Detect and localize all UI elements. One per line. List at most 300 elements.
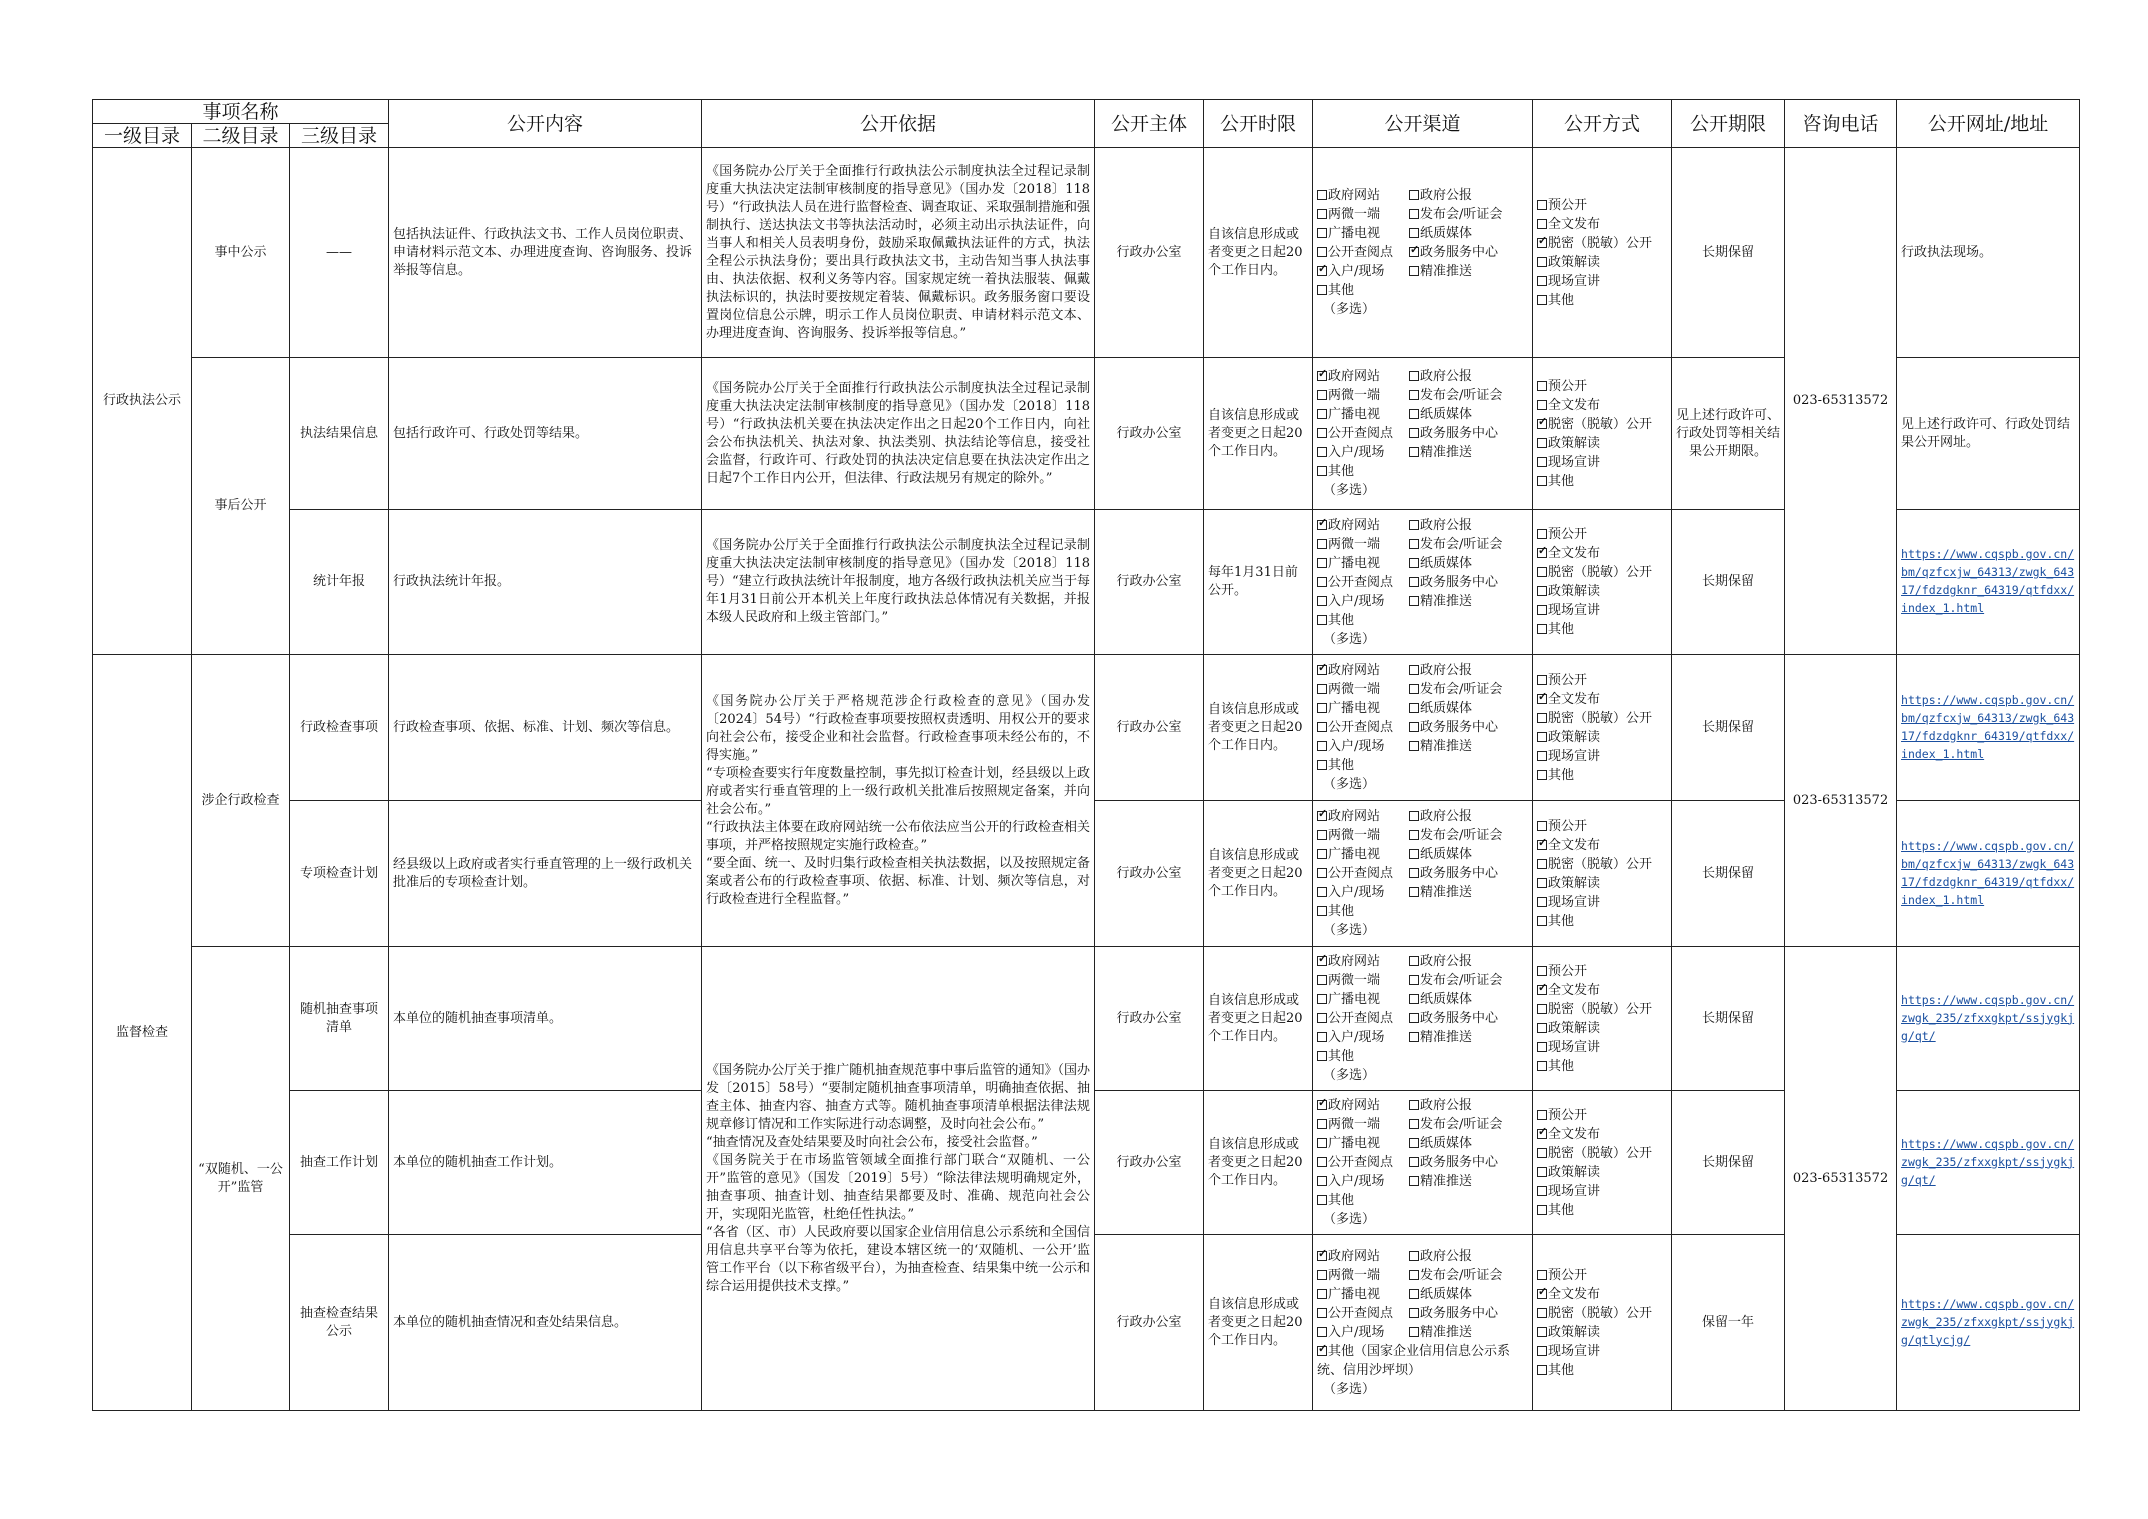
unchecked-box-icon[interactable] <box>1317 1119 1327 1129</box>
phone-header: 咨询电话 <box>1785 100 1897 148</box>
option-label: 政务服务中心 <box>1420 720 1499 735</box>
option-press <box>1409 386 1528 405</box>
option-label: 其他 <box>1328 904 1355 919</box>
option-tv <box>1317 990 1409 1009</box>
unchecked-box-icon[interactable] <box>1537 567 1547 577</box>
option-two-micro <box>1317 971 1409 990</box>
url-cell <box>1897 1091 2080 1235</box>
unchecked-box-icon[interactable] <box>1317 703 1327 713</box>
option-mode-pre <box>1537 1266 1667 1285</box>
unchecked-box-icon[interactable] <box>1317 1138 1327 1148</box>
option-label: 两微一端 <box>1328 682 1381 697</box>
unchecked-box-icon[interactable] <box>1409 722 1419 732</box>
channel-options <box>1317 952 1528 1085</box>
level3-cell: 专项检查计划 <box>290 801 389 947</box>
option-home <box>1317 262 1409 281</box>
table-row <box>93 148 2080 358</box>
level2-cell: 涉企行政检查 <box>192 655 290 947</box>
unchecked-box-icon[interactable] <box>1537 219 1547 229</box>
option-label: 现场宣讲 <box>1548 454 1601 470</box>
option-other <box>1317 1342 1528 1380</box>
checked-box-icon[interactable] <box>1317 811 1327 821</box>
url-link[interactable]: https://www.cqspb.gov.cn/bm/qzfcxjw_64313/zwgk_64317/fdzdgknr_64319/qtfdxx/index_1.html <box>1901 547 2075 615</box>
unchecked-box-icon[interactable] <box>1409 1308 1419 1318</box>
period-cell: 长期保留 <box>1672 655 1785 801</box>
option-label: 脱密（脱敏）公开 <box>1548 235 1653 251</box>
unchecked-box-icon[interactable] <box>1317 1195 1327 1205</box>
option-press <box>1409 205 1528 224</box>
option-label: 现场宣讲 <box>1548 273 1601 289</box>
unchecked-box-icon[interactable] <box>1409 1138 1419 1148</box>
unchecked-box-icon[interactable] <box>1409 577 1419 587</box>
option-reading <box>1317 1009 1409 1028</box>
option-mode-pre <box>1537 1106 1667 1125</box>
url-link[interactable]: https://www.cqspb.gov.cn/zwgk_235/zfxxgkpt/ssjygkjg/qt/ <box>1901 1136 2075 1187</box>
option-reading <box>1317 573 1409 592</box>
period-header: 公开期限 <box>1672 100 1785 148</box>
unchecked-box-icon[interactable] <box>1409 665 1419 675</box>
unchecked-box-icon[interactable] <box>1537 1148 1547 1158</box>
option-mode-onsite <box>1537 601 1667 620</box>
option-mode-pre <box>1537 377 1667 396</box>
unchecked-box-icon[interactable] <box>1409 266 1419 276</box>
option-gov-bulletin <box>1409 1096 1528 1115</box>
checked-box-icon[interactable] <box>1317 1346 1327 1356</box>
checked-box-icon[interactable] <box>1317 520 1327 530</box>
unchecked-box-icon[interactable] <box>1409 1270 1419 1280</box>
unchecked-box-icon[interactable] <box>1409 703 1419 713</box>
option-reading <box>1317 424 1409 443</box>
option-push <box>1409 1028 1528 1047</box>
checked-box-icon[interactable] <box>1537 419 1547 429</box>
unchecked-box-icon[interactable] <box>1317 1270 1327 1280</box>
checked-box-icon[interactable] <box>1317 266 1327 276</box>
content-cell: 行政检查事项、依据、标准、计划、频次等信息。 <box>389 655 702 801</box>
multi-select-note: （多选） <box>1323 302 1376 317</box>
option-label: 政府公报 <box>1420 954 1473 969</box>
content-cell: 本单位的随机抽查情况和查处结果信息。 <box>389 1235 702 1411</box>
option-label: 精准推送 <box>1420 1174 1473 1189</box>
option-tv <box>1317 554 1409 573</box>
option-mode-full <box>1537 690 1667 709</box>
checked-box-icon[interactable] <box>1537 694 1547 704</box>
unchecked-box-icon[interactable] <box>1537 878 1547 888</box>
option-label: 其他（国家企业信用信息公示系统、信用沙坪坝） <box>1317 1343 1511 1378</box>
mode-options <box>1537 377 1667 491</box>
period-cell: 长期保留 <box>1672 801 1785 947</box>
unchecked-box-icon[interactable] <box>1537 200 1547 210</box>
unchecked-box-icon[interactable] <box>1537 859 1547 869</box>
option-label: 现场宣讲 <box>1548 603 1601 618</box>
option-service <box>1409 573 1528 592</box>
url-cell: 见上述行政许可、行政处罚结果公开网址。 <box>1897 358 2080 510</box>
unchecked-box-icon[interactable] <box>1537 400 1547 410</box>
option-tv <box>1317 845 1409 864</box>
channel-options <box>1317 1247 1528 1399</box>
unchecked-box-icon[interactable] <box>1537 916 1547 926</box>
option-label: 政府公报 <box>1420 809 1473 824</box>
unchecked-box-icon[interactable] <box>1317 228 1327 238</box>
checked-box-icon[interactable] <box>1317 665 1327 675</box>
unchecked-box-icon[interactable] <box>1537 1004 1547 1014</box>
level1-header: 一级目录 <box>93 124 192 148</box>
time-limit-cell: 自该信息形成或者变更之日起20个工作日内。 <box>1204 1091 1313 1235</box>
unchecked-box-icon[interactable] <box>1317 684 1327 694</box>
option-label: 广播电视 <box>1328 555 1381 571</box>
period-cell: 保留一年 <box>1672 1235 1785 1411</box>
unchecked-box-icon[interactable] <box>1317 1157 1327 1167</box>
unchecked-box-icon[interactable] <box>1317 409 1327 419</box>
unchecked-box-icon[interactable] <box>1537 1023 1547 1033</box>
unchecked-box-icon[interactable] <box>1537 295 1547 305</box>
unchecked-box-icon[interactable] <box>1317 190 1327 200</box>
checked-box-icon[interactable] <box>1537 985 1547 995</box>
unchecked-box-icon[interactable] <box>1409 1100 1419 1110</box>
unchecked-box-icon[interactable] <box>1317 1032 1327 1042</box>
unchecked-box-icon[interactable] <box>1317 868 1327 878</box>
option-label: 预公开 <box>1548 527 1588 542</box>
option-gov-bulletin <box>1409 186 1528 205</box>
option-label: 现场宣讲 <box>1548 894 1601 910</box>
channel-cell <box>1313 148 1533 358</box>
unchecked-box-icon[interactable] <box>1317 741 1327 751</box>
unchecked-box-icon[interactable] <box>1409 1251 1419 1261</box>
unchecked-box-icon[interactable] <box>1317 1308 1327 1318</box>
option-label: 广播电视 <box>1328 407 1381 422</box>
checked-box-icon[interactable] <box>1537 1289 1547 1299</box>
checked-box-icon[interactable] <box>1537 1129 1547 1139</box>
basis-cell: 《国务院办公厅关于严格规范涉企行政检查的意见》（国办发〔2024〕54号）“行政检查事项要按照权责透明、用权公开的要求向社会公布，接受企业和社会监督。行政检查事项未经公布的，不得实施。” “专项检查要实行年度数量控制，事先拟订检查计划，经县级以上政府或者实行垂直管理的上一级行政机关批准后按照规定备案，并向社会公布。” “行政执法主体要在政府网站统一公布依法应当公开的行政检查相关事项，并严格按照规定实施行政检查。” “要全面、统一、及时归集行政检查相关执法数据，以及按照规定备案或者公布的行政检查事项、依据、标准、计划、频次等信息，对行政检查进行全程监督。” <box>702 655 1095 947</box>
unchecked-box-icon[interactable] <box>1537 1308 1547 1318</box>
unchecked-box-icon[interactable] <box>1409 849 1419 859</box>
option-mode-desens <box>1537 415 1667 434</box>
option-mode-onsite <box>1537 1038 1667 1057</box>
unchecked-box-icon[interactable] <box>1409 1032 1419 1042</box>
unchecked-box-icon[interactable] <box>1317 1013 1327 1023</box>
basis-cell: 《国务院办公厅关于全面推行行政执法公示制度执法全过程记录制度重大执法决定法制审核制度的指导意见》（国办发〔2018〕118号）“行政执法机关要在执法决定作出之日起20个工作日内，向社会公布执法机关、执法对象、执法类别、执法结论等信息，接受社会监督，行政许可、行政处罚的执法决定信息要在执法决定作出之日起7个工作日内公开，但法律、行政法规另有规定的除外。” <box>702 358 1095 510</box>
unchecked-box-icon[interactable] <box>1537 732 1547 742</box>
unchecked-box-icon[interactable] <box>1317 1289 1327 1299</box>
option-label: 纸质媒体 <box>1420 701 1473 716</box>
unchecked-box-icon[interactable] <box>1537 1205 1547 1215</box>
unchecked-box-icon[interactable] <box>1537 770 1547 780</box>
option-label: 入户/现场 <box>1328 739 1385 754</box>
option-mode-desens <box>1537 563 1667 582</box>
option-label: 政策解读 <box>1548 729 1601 745</box>
option-label: 政府公报 <box>1420 188 1473 203</box>
unchecked-box-icon[interactable] <box>1409 684 1419 694</box>
unchecked-box-icon[interactable] <box>1409 1327 1419 1337</box>
time-limit-cell: 自该信息形成或者变更之日起20个工作日内。 <box>1204 358 1313 510</box>
unchecked-box-icon[interactable] <box>1317 975 1327 985</box>
option-mode-onsite <box>1537 893 1667 912</box>
option-label: 政府公报 <box>1420 1098 1473 1113</box>
unchecked-box-icon[interactable] <box>1409 428 1419 438</box>
option-label: 其他 <box>1328 1193 1355 1208</box>
option-label: 两微一端 <box>1328 1117 1381 1132</box>
period-cell: 长期保留 <box>1672 148 1785 358</box>
url-link[interactable]: https://www.cqspb.gov.cn/zwgk_235/zfxxgkpt/ssjygkjg/qt/ <box>1901 992 2075 1043</box>
option-tv <box>1317 224 1409 243</box>
option-label: 政务服务中心 <box>1420 245 1499 260</box>
option-label: 公开查阅点 <box>1328 720 1394 735</box>
option-label: 政府公报 <box>1420 1248 1473 1264</box>
unchecked-box-icon[interactable] <box>1537 751 1547 761</box>
option-press <box>1409 826 1528 845</box>
unchecked-box-icon[interactable] <box>1317 906 1327 916</box>
unchecked-box-icon[interactable] <box>1409 830 1419 840</box>
option-label: 精准推送 <box>1420 885 1473 900</box>
unchecked-box-icon[interactable] <box>1409 1013 1419 1023</box>
option-mode-pre <box>1537 962 1667 981</box>
unchecked-box-icon[interactable] <box>1537 1270 1547 1280</box>
option-gov-bulletin <box>1409 952 1528 971</box>
mode-cell <box>1533 801 1672 947</box>
unchecked-box-icon[interactable] <box>1409 868 1419 878</box>
channel-cell <box>1313 947 1533 1091</box>
option-other <box>1317 462 1528 481</box>
unchecked-box-icon[interactable] <box>1317 539 1327 549</box>
option-mode-full <box>1537 215 1667 234</box>
unchecked-box-icon[interactable] <box>1537 1110 1547 1120</box>
option-label: 政府网站 <box>1328 369 1381 384</box>
checked-box-icon[interactable] <box>1537 548 1547 558</box>
option-mode-interp <box>1537 1163 1667 1182</box>
unchecked-box-icon[interactable] <box>1409 741 1419 751</box>
option-reading <box>1317 243 1409 262</box>
option-label: 公开查阅点 <box>1328 1305 1394 1321</box>
unchecked-box-icon[interactable] <box>1537 897 1547 907</box>
url-cell <box>1897 655 2080 801</box>
mode-cell <box>1533 947 1672 1091</box>
channel-options <box>1317 186 1528 319</box>
unchecked-box-icon[interactable] <box>1317 615 1327 625</box>
mode-options <box>1537 1266 1667 1380</box>
unchecked-box-icon[interactable] <box>1537 276 1547 286</box>
url-link[interactable]: https://www.cqspb.gov.cn/zwgk_235/zfxxgkpt/ssjygkjg/qtlycjg/ <box>1901 1296 2075 1347</box>
unchecked-box-icon[interactable] <box>1409 1119 1419 1129</box>
basis-cell: 《国务院办公厅关于全面推行行政执法公示制度执法全过程记录制度重大执法决定法制审核制度的指导意见》（国办发〔2018〕118号）“建立行政执法统计年报制度，地方各级行政执法机关应当于每年1月31日前公开本机关上年度行政执法总体情况有关数据，并报本级人民政府和上级主管部门。” <box>702 510 1095 655</box>
unchecked-box-icon[interactable] <box>1317 447 1327 457</box>
unchecked-box-icon[interactable] <box>1317 285 1327 295</box>
unchecked-box-icon[interactable] <box>1409 209 1419 219</box>
option-label: 现场宣讲 <box>1548 748 1601 764</box>
option-mode-other <box>1537 291 1667 310</box>
unchecked-box-icon[interactable] <box>1537 1061 1547 1071</box>
unchecked-box-icon[interactable] <box>1409 596 1419 606</box>
url-cell: 行政执法现场。 <box>1897 148 2080 358</box>
unchecked-box-icon[interactable] <box>1409 975 1419 985</box>
unchecked-box-icon[interactable] <box>1537 1042 1547 1052</box>
disclosure-table <box>92 99 2080 1411</box>
unchecked-box-icon[interactable] <box>1317 994 1327 1004</box>
checked-box-icon[interactable] <box>1537 238 1547 248</box>
option-paper <box>1409 1134 1528 1153</box>
option-label: 预公开 <box>1548 197 1588 213</box>
channel-cell <box>1313 1091 1533 1235</box>
option-gov-bulletin <box>1409 661 1528 680</box>
option-label: 精准推送 <box>1420 1030 1473 1045</box>
channel-options <box>1317 807 1528 940</box>
option-label: 全文发布 <box>1548 397 1601 413</box>
url-link[interactable]: https://www.cqspb.gov.cn/bm/qzfcxjw_64313/zwgk_64317/fdzdgknr_64319/qtfdxx/index_1.html <box>1901 692 2075 761</box>
option-two-micro <box>1317 535 1409 554</box>
mode-cell <box>1533 1235 1672 1411</box>
unchecked-box-icon[interactable] <box>1537 257 1547 267</box>
option-service <box>1409 1304 1528 1323</box>
unchecked-box-icon[interactable] <box>1317 558 1327 568</box>
option-mode-interp <box>1537 1323 1667 1342</box>
unchecked-box-icon[interactable] <box>1537 1365 1547 1375</box>
checked-box-icon[interactable] <box>1409 247 1419 257</box>
option-label: 纸质媒体 <box>1420 847 1473 862</box>
unchecked-box-icon[interactable] <box>1409 228 1419 238</box>
option-label: 两微一端 <box>1328 1267 1381 1283</box>
unchecked-box-icon[interactable] <box>1537 1167 1547 1177</box>
level2-cell: “双随机、一公开”监管 <box>192 947 290 1411</box>
subject-cell: 行政办公室 <box>1095 148 1204 358</box>
unchecked-box-icon[interactable] <box>1537 821 1547 831</box>
option-label: 纸质媒体 <box>1420 226 1473 241</box>
mode-options <box>1537 525 1667 639</box>
unchecked-box-icon[interactable] <box>1409 390 1419 400</box>
unchecked-box-icon[interactable] <box>1409 190 1419 200</box>
period-cell: 长期保留 <box>1672 947 1785 1091</box>
url-cell <box>1897 947 2080 1091</box>
option-label: 发布会/听证会 <box>1420 207 1503 222</box>
checked-box-icon[interactable] <box>1317 371 1327 381</box>
channel-cell <box>1313 510 1533 655</box>
option-mode-full <box>1537 1285 1667 1304</box>
unchecked-box-icon[interactable] <box>1409 520 1419 530</box>
unchecked-box-icon[interactable] <box>1409 409 1419 419</box>
unchecked-box-icon[interactable] <box>1317 1051 1327 1061</box>
option-two-micro <box>1317 205 1409 224</box>
unchecked-box-icon[interactable] <box>1409 811 1419 821</box>
checked-box-icon[interactable] <box>1317 1251 1327 1261</box>
option-label: 政务服务中心 <box>1420 1155 1499 1170</box>
unchecked-box-icon[interactable] <box>1409 371 1419 381</box>
channel-options <box>1317 516 1528 649</box>
option-label: 发布会/听证会 <box>1420 536 1503 552</box>
unchecked-box-icon[interactable] <box>1317 1176 1327 1186</box>
unchecked-box-icon[interactable] <box>1409 1176 1419 1186</box>
checked-box-icon[interactable] <box>1317 1100 1327 1110</box>
unchecked-box-icon[interactable] <box>1537 586 1547 596</box>
unchecked-box-icon[interactable] <box>1537 438 1547 448</box>
unchecked-box-icon[interactable] <box>1409 1289 1419 1299</box>
unchecked-box-icon[interactable] <box>1409 994 1419 1004</box>
unchecked-box-icon[interactable] <box>1317 849 1327 859</box>
checked-box-icon[interactable] <box>1537 840 1547 850</box>
unchecked-box-icon[interactable] <box>1537 476 1547 486</box>
option-label: 全文发布 <box>1548 216 1601 232</box>
option-gov-site <box>1317 186 1409 205</box>
option-label: 政府网站 <box>1328 809 1381 824</box>
unchecked-box-icon[interactable] <box>1317 760 1327 770</box>
option-label: 其他 <box>1548 1058 1575 1074</box>
level3-cell: 抽查检查结果公示 <box>290 1235 389 1411</box>
unchecked-box-icon[interactable] <box>1317 722 1327 732</box>
unchecked-box-icon[interactable] <box>1409 558 1419 568</box>
option-label: 政府网站 <box>1328 188 1381 203</box>
basis-header: 公开依据 <box>702 100 1095 148</box>
option-service <box>1409 718 1528 737</box>
channel-cell <box>1313 1235 1533 1411</box>
unchecked-box-icon[interactable] <box>1409 539 1419 549</box>
unchecked-box-icon[interactable] <box>1537 605 1547 615</box>
option-other <box>1317 1047 1528 1066</box>
unchecked-box-icon[interactable] <box>1317 247 1327 257</box>
unchecked-box-icon[interactable] <box>1409 1157 1419 1167</box>
option-service <box>1409 1153 1528 1172</box>
level3-header: 三级目录 <box>290 124 389 148</box>
unchecked-box-icon[interactable] <box>1537 624 1547 634</box>
unchecked-box-icon[interactable] <box>1537 457 1547 467</box>
option-label: 纸质媒体 <box>1420 555 1473 571</box>
option-other <box>1317 611 1528 630</box>
option-label: 公开查阅点 <box>1328 245 1394 260</box>
unchecked-box-icon[interactable] <box>1537 1346 1547 1356</box>
unchecked-box-icon[interactable] <box>1317 887 1327 897</box>
subject-cell: 行政办公室 <box>1095 1091 1204 1235</box>
unchecked-box-icon[interactable] <box>1317 466 1327 476</box>
option-label: 纸质媒体 <box>1420 1136 1473 1151</box>
option-label: 纸质媒体 <box>1420 992 1473 1007</box>
option-label: 全文发布 <box>1548 837 1601 853</box>
option-push <box>1409 737 1528 756</box>
option-gov-bulletin <box>1409 516 1528 535</box>
url-cell <box>1897 1235 2080 1411</box>
unchecked-box-icon[interactable] <box>1317 428 1327 438</box>
unchecked-box-icon[interactable] <box>1317 390 1327 400</box>
option-label: 政府网站 <box>1328 517 1381 533</box>
level1-cell: 监督检查 <box>93 655 192 1411</box>
unchecked-box-icon[interactable] <box>1409 956 1419 966</box>
unchecked-box-icon[interactable] <box>1537 381 1547 391</box>
option-label: 两微一端 <box>1328 828 1381 843</box>
option-label: 精准推送 <box>1420 593 1473 609</box>
multi-select-note: （多选） <box>1323 1068 1376 1083</box>
unchecked-box-icon[interactable] <box>1537 713 1547 723</box>
unchecked-box-icon[interactable] <box>1409 447 1419 457</box>
unchecked-box-icon[interactable] <box>1537 966 1547 976</box>
unchecked-box-icon[interactable] <box>1409 887 1419 897</box>
option-label: 政府网站 <box>1328 663 1381 678</box>
time-limit-cell: 每年1月31日前公开。 <box>1204 510 1313 655</box>
unchecked-box-icon[interactable] <box>1317 577 1327 587</box>
unchecked-box-icon[interactable] <box>1317 596 1327 606</box>
option-label: 政务服务中心 <box>1420 866 1499 881</box>
url-link[interactable]: https://www.cqspb.gov.cn/bm/qzfcxjw_64313/zwgk_64317/fdzdgknr_64319/qtfdxx/index_1.html <box>1901 838 2075 907</box>
unchecked-box-icon[interactable] <box>1537 529 1547 539</box>
unchecked-box-icon[interactable] <box>1537 675 1547 685</box>
option-label: 现场宣讲 <box>1548 1343 1601 1359</box>
content-cell: 本单位的随机抽查事项清单。 <box>389 947 702 1091</box>
unchecked-box-icon[interactable] <box>1537 1327 1547 1337</box>
option-label: 脱密（脱敏）公开 <box>1548 1305 1653 1321</box>
unchecked-box-icon[interactable] <box>1317 830 1327 840</box>
unchecked-box-icon[interactable] <box>1317 1327 1327 1337</box>
checked-box-icon[interactable] <box>1317 956 1327 966</box>
unchecked-box-icon[interactable] <box>1317 209 1327 219</box>
option-label: 政策解读 <box>1548 435 1601 451</box>
option-label: 精准推送 <box>1420 1324 1473 1340</box>
option-label: 其他 <box>1328 283 1355 298</box>
option-label: 脱密（脱敏）公开 <box>1548 416 1653 432</box>
channel-cell <box>1313 655 1533 801</box>
unchecked-box-icon[interactable] <box>1537 1186 1547 1196</box>
